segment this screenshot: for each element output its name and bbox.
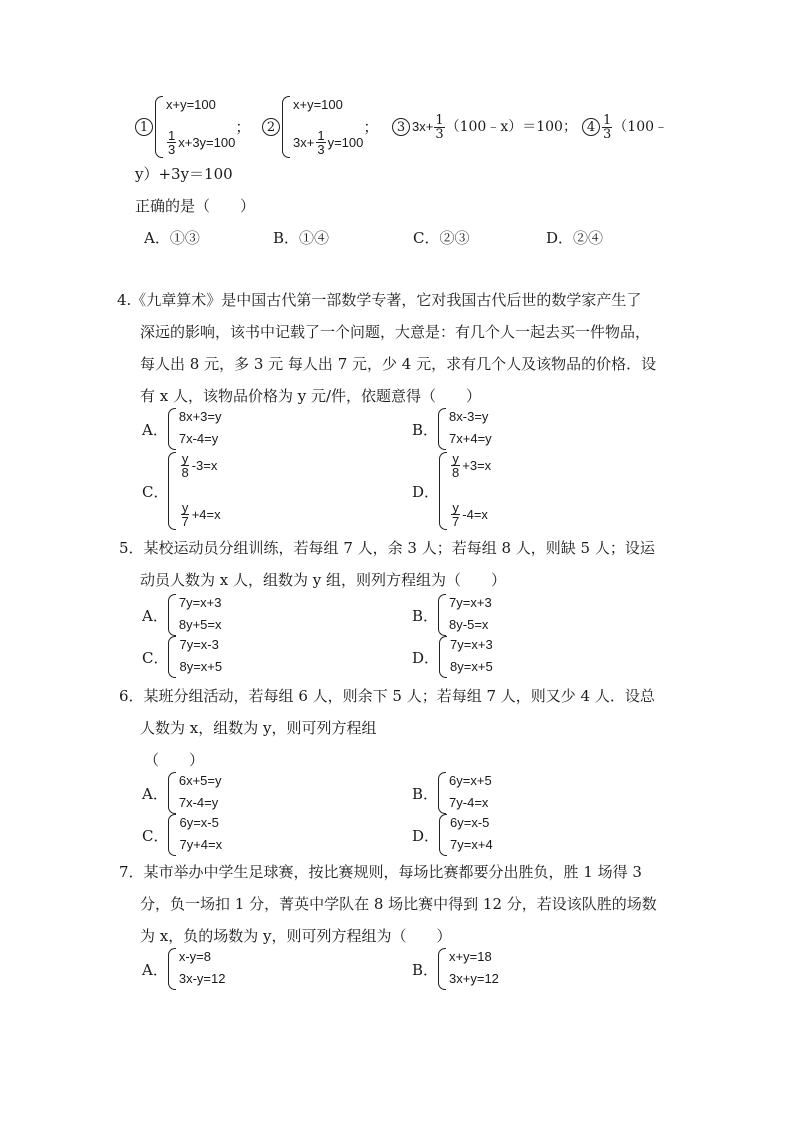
q6-choice-b[interactable]: B． 6y=x+5 7y-4=x <box>412 772 492 814</box>
q4-choice-c[interactable]: C． $\frac{y}{8}$ -3=x $\frac{y}{7}$ +4=x <box>142 451 221 529</box>
q4-stem-line2: 深远的影响，该书中记载了一个问题，大意是：有几个人一起去买一件物品， <box>140 323 651 341</box>
circle-number-4: 4 <box>582 118 600 136</box>
q5-choice-a[interactable]: A． 7y=x+3 8y+5=x <box>142 594 222 636</box>
q5-choice-d[interactable]: D． 7y=x+3 8y=x+5 <box>412 636 493 678</box>
q3-opt2-eq2: 3x+ $\frac{1}{3}$ y=100 <box>293 128 364 157</box>
q3-option-2 <box>262 96 378 158</box>
q3-option-3: 3 3x+ $\frac{1}{3}$ （100﹣x）＝100； <box>392 110 577 144</box>
q6-choice-c[interactable]: C． 6y=x-5 7y+4=x <box>142 814 222 856</box>
q3-choice-a[interactable]: A．①③ <box>144 229 200 247</box>
q7-stem-line2: 分，负一场扣 1 分，菁英中学队在 8 场比赛中得到 12 分，若设该队胜的场数 <box>140 895 657 913</box>
q7-stem-line3: 为 x，负的场数为 y，则可列方程组为（ ） <box>140 927 452 945</box>
q4-choice-b[interactable]: B． 8x-3=y 7x+4=y <box>412 408 492 450</box>
q3-opt1-eq1: x+y=100 <box>166 97 216 112</box>
q3-separator: ； <box>363 118 379 136</box>
circle-number-2: 2 <box>262 118 280 136</box>
q3-system-1 <box>155 96 235 158</box>
q4-choice-a[interactable]: A． 8x+3=y 7x-4=y <box>142 408 222 450</box>
q3-opt2-eq1: x+y=100 <box>293 97 343 112</box>
q4-stem-line3: 每人出 8 元，多 3 元 每人出 7 元，少 4 元，求有几个人及该物品的价格．设 <box>140 355 657 373</box>
q6-stem-line1: 6．某班分组活动，若每组 6 人，则余下 5 人；若每组 7 人，则又少 4 人．设总 <box>119 687 655 705</box>
q3-choice-b[interactable]: B．①④ <box>273 229 330 247</box>
q5-choice-c[interactable]: C． 7y=x-3 8y=x+5 <box>142 636 222 678</box>
q3-choice-c[interactable]: C．②③ <box>413 229 470 247</box>
q5-stem-line1: 5．某校运动员分组训练，若每组 7 人，余 3 人；若每组 8 人，则缺 5 人；设运 <box>119 539 655 557</box>
q3-option-4: 4 $\frac{1}{3}$ （100﹣ <box>582 110 668 144</box>
q3-opt1-eq2: $\frac{1}{3}$ x+3y=100 <box>168 128 236 157</box>
q4-stem-line1: 4.《九章算术》是中国古代第一部数学专著，它对我国古代后世的数学家产生了 <box>117 291 642 309</box>
q3-system-2 <box>282 96 363 158</box>
q7-choice-a[interactable]: A． x-y=8 3x-y=12 <box>142 948 225 990</box>
q3-line2: y）+3y＝100 <box>135 165 233 183</box>
q3-choice-d[interactable]: D．②④ <box>546 229 604 247</box>
q6-choice-d[interactable]: D． 6y=x-5 7y=x+4 <box>412 814 493 856</box>
q4-stem-line4: 有 x 人，该物品价格为 y 元/件，依题意得（ ） <box>140 387 482 405</box>
q4-choice-d[interactable]: D． $\frac{y}{8}$ +3=x $\frac{y}{7}$ -4=x <box>412 451 492 529</box>
q6-choice-a[interactable]: A． 6x+5=y 7x-4=y <box>142 772 222 814</box>
q6-stem-line3: （ ） <box>144 751 205 769</box>
q3-option-1 <box>135 96 250 158</box>
circle-number-1: 1 <box>135 118 153 136</box>
q3-separator: ； <box>235 118 251 136</box>
q5-choice-b[interactable]: B． 7y=x+3 8y-5=x <box>412 594 492 636</box>
q7-choice-b[interactable]: B． x+y=18 3x+y=12 <box>412 948 499 990</box>
q5-stem-line2: 动员人数为 x 人，组数为 y 组，则列方程组为（ ） <box>140 571 507 589</box>
circle-number-3: 3 <box>392 118 410 136</box>
q6-stem-line2: 人数为 x，组数为 y，则可列方程组 <box>140 719 377 737</box>
q7-stem-line1: 7．某市举办中学生足球赛，按比赛规则，每场比赛都要分出胜负，胜 1 场得 3 <box>119 863 642 881</box>
q3-question: 正确的是（ ） <box>135 197 256 215</box>
